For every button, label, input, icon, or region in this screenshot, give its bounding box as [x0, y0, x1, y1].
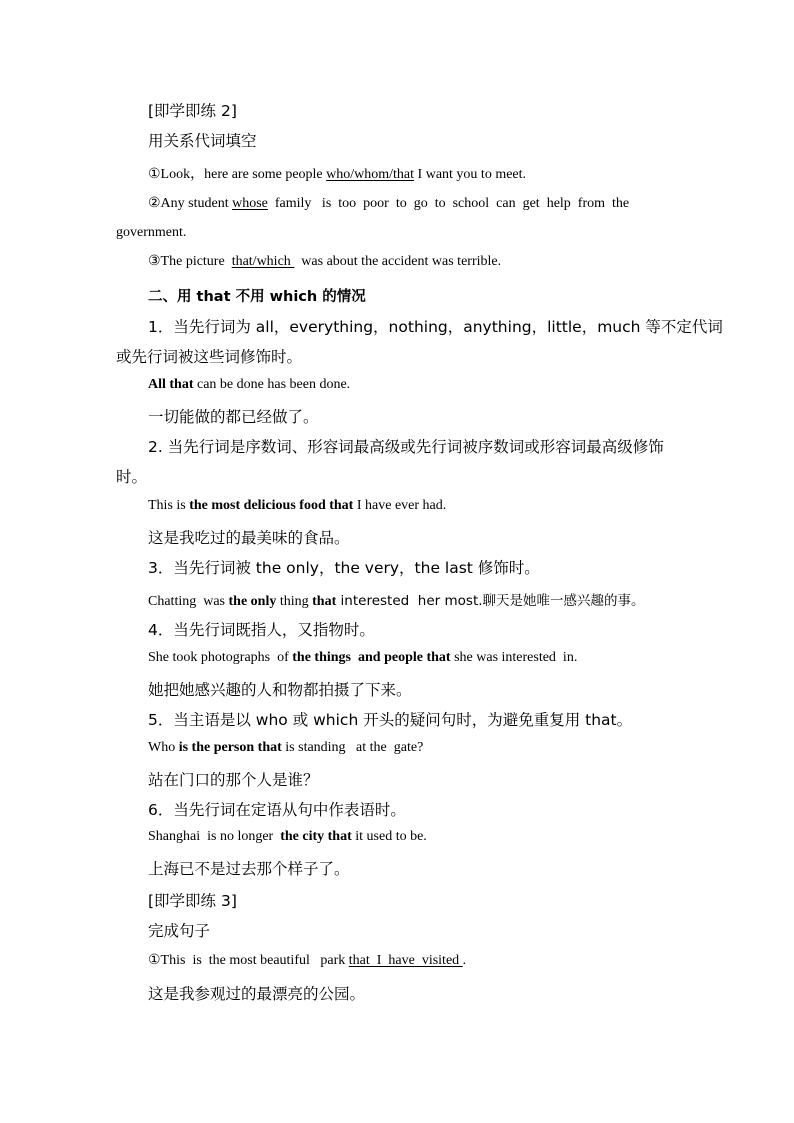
- q1-text-a: ①Look，here are some people: [148, 167, 327, 182]
- r3-ex-b: thing: [276, 594, 313, 609]
- r6-ex-b: it used to be.: [351, 829, 427, 844]
- rule-1-example: [148, 377, 350, 393]
- rule-1-line-b: 或先行词被这些词修饰时。: [116, 348, 303, 366]
- rule-2-line-b: 时。: [116, 468, 148, 486]
- section-2-heading: 二、用 that 不用 which 的情况: [148, 289, 366, 305]
- rule-6-translation: 上海已不是过去那个样子了。: [148, 860, 350, 878]
- rule-3-example: [148, 589, 645, 610]
- rule-4-translation: 她把她感兴趣的人和物都拍摄了下来。: [148, 681, 412, 699]
- r2-ex-b: I have ever had.: [353, 498, 447, 513]
- r2-ex-bold: the most delicious food that: [189, 498, 354, 513]
- q3-text-a: ③The picture: [148, 254, 232, 269]
- rule-5-example: [148, 740, 423, 756]
- r1-ex-text: can be done has been done.: [193, 377, 351, 392]
- r3-ex-a: Chatting was: [148, 594, 229, 609]
- q4-text-b: .: [462, 953, 467, 968]
- q3-text-b: was about the accident was terrible.: [294, 254, 502, 269]
- q4-text-a: ①This is the most beautiful park: [148, 953, 349, 968]
- r6-ex-a: Shanghai is no longer: [148, 829, 281, 844]
- rule-6-example: [148, 829, 427, 845]
- practice-label-3: [即学即练 3]: [148, 892, 237, 910]
- rule-2-translation: 这是我吃过的最美味的食品。: [148, 529, 350, 547]
- rule-4-line: 4．当先行词既指人，又指物时。: [148, 621, 375, 639]
- rule-5-line: 5．当主语是以 who 或 which 开头的疑问句时，为避免重复用 that。: [148, 711, 633, 729]
- r2-ex-a: This is: [148, 498, 190, 513]
- instruction-fill: 用关系代词填空: [148, 132, 257, 150]
- practice-label-2: [即学即练 2]: [148, 102, 237, 120]
- rule-2-line-a: 2. 当先行词是序数词、形容词最高级或先行词被序数词或形容词最高级修饰: [148, 438, 664, 456]
- rule-2-example: [148, 498, 446, 514]
- q2-text-a: ②Any student: [148, 196, 233, 211]
- rule-4-example: [148, 650, 577, 666]
- question-4: [148, 952, 466, 969]
- q4-answer: that I have visited: [348, 953, 463, 968]
- r5-ex-a: Who: [148, 740, 179, 755]
- r3-ex-bold-2: that: [312, 594, 337, 609]
- q1-answer: who/whom/that: [326, 167, 415, 182]
- r3-ex-bold-1: the only: [228, 594, 277, 609]
- r4-ex-bold: the things and people that: [292, 650, 451, 665]
- question-2-cont: government.: [116, 225, 187, 240]
- rule-6-line: 6．当先行词在定语从句中作表语时。: [148, 801, 406, 819]
- r6-ex-bold: the city that: [280, 829, 352, 844]
- rule-1-line-a: 1．当先行词为 all，everything，nothing，anything，little，much 等不定代词: [148, 318, 723, 336]
- instruction-complete: 完成句子: [148, 922, 211, 940]
- question-1: [148, 163, 526, 183]
- rule-3-line: 3．当先行词被 the only，the very，the last 修饰时。: [148, 559, 540, 577]
- q3-answer: that/which: [231, 254, 295, 269]
- q2-text-b: family is too poor to go to school can get help from the: [267, 196, 630, 211]
- r5-ex-bold: is the person that: [178, 740, 282, 755]
- question-3: [148, 253, 501, 270]
- q1-text-b: I want you to meet.: [414, 167, 527, 182]
- q2-answer: whose: [232, 196, 268, 211]
- r5-ex-b: is standing at the gate?: [281, 740, 424, 755]
- r4-ex-b: she was interested in.: [450, 650, 578, 665]
- question-4-translation: 这是我参观过的最漂亮的公园。: [148, 985, 366, 1003]
- question-2: [148, 195, 678, 212]
- rule-5-translation: 站在门口的那个人是谁？: [148, 771, 319, 789]
- r1-ex-bold: All that: [148, 377, 194, 392]
- r3-ex-c: interested her most.聊天是她唯一感兴趣的事。: [336, 593, 645, 609]
- rule-1-translation: 一切能做的都已经做了。: [148, 408, 319, 426]
- r4-ex-a: She took photographs of: [148, 650, 293, 665]
